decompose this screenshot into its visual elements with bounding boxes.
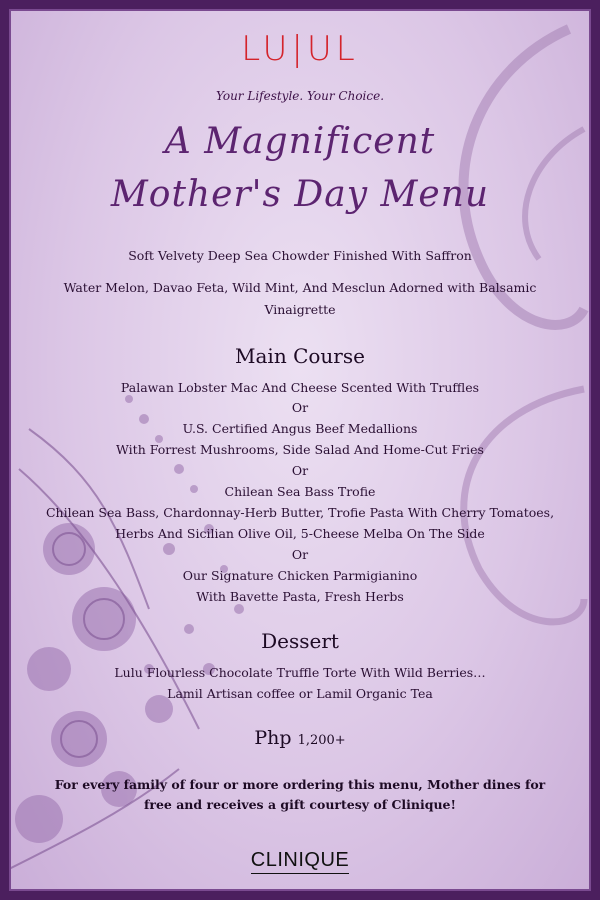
- dessert-line: Lulu Flourless Chocolate Truffle Torte With Wild Berries…: [114, 665, 486, 680]
- starter-item: Vinaigrette: [264, 302, 336, 317]
- sponsor-name: CLINIQUE: [251, 849, 349, 874]
- main-course-line: Chilean Sea Bass Trofie: [224, 484, 376, 499]
- main-course-heading: Main Course: [235, 344, 365, 368]
- promo-text: For every family of four or more ordering this menu, Mother dines for free and receives a gift courtesy of Clinique!: [54, 777, 546, 812]
- dessert-heading: Dessert: [261, 629, 339, 653]
- dessert-line: Lamil Artisan coffee or Lamil Organic Tea: [167, 686, 433, 701]
- tagline: Your Lifestyle. Your Choice.: [215, 89, 385, 103]
- clinique-logo: [9, 849, 591, 874]
- main-course-line: Palawan Lobster Mac And Cheese Scented With Truffles: [120, 380, 480, 395]
- main-course-line: Or: [291, 463, 309, 478]
- main-course-line: Or: [291, 400, 309, 415]
- main-course-line: With Forrest Mushrooms, Side Salad And Home-Cut Fries: [116, 442, 484, 457]
- main-course-line: Chilean Sea Bass, Chardonnay-Herb Butter, Trofie Pasta With Cherry Tomatoes,: [45, 505, 555, 520]
- menu-content: [9, 9, 591, 891]
- starter-item: Soft Velvety Deep Sea Chowder Finished With Saffron: [128, 248, 472, 263]
- menu-title-line-1: A Magnificent: [164, 121, 436, 162]
- price-currency: Php: [254, 727, 292, 749]
- logo-mark: LU|UL: [241, 29, 359, 69]
- menu-title-line-2: Mother's Day Menu: [110, 174, 490, 215]
- main-course-line: Our Signature Chicken Parmigianino: [182, 568, 418, 583]
- main-course-line: Or: [291, 547, 309, 562]
- price: [9, 727, 591, 749]
- main-course-line: With Bavette Pasta, Fresh Herbs: [196, 589, 404, 604]
- price-amount: 1,200+: [297, 733, 346, 748]
- main-course-line: Herbs And Sicilian Olive Oil, 5-Cheese Melba On The Side: [115, 526, 485, 541]
- starter-item: Water Melon, Davao Feta, Wild Mint, And Mesclun Adorned with Balsamic: [63, 280, 537, 295]
- main-course-line: U.S. Certified Angus Beef Medallions: [182, 421, 418, 436]
- lulu-logo: [9, 29, 591, 69]
